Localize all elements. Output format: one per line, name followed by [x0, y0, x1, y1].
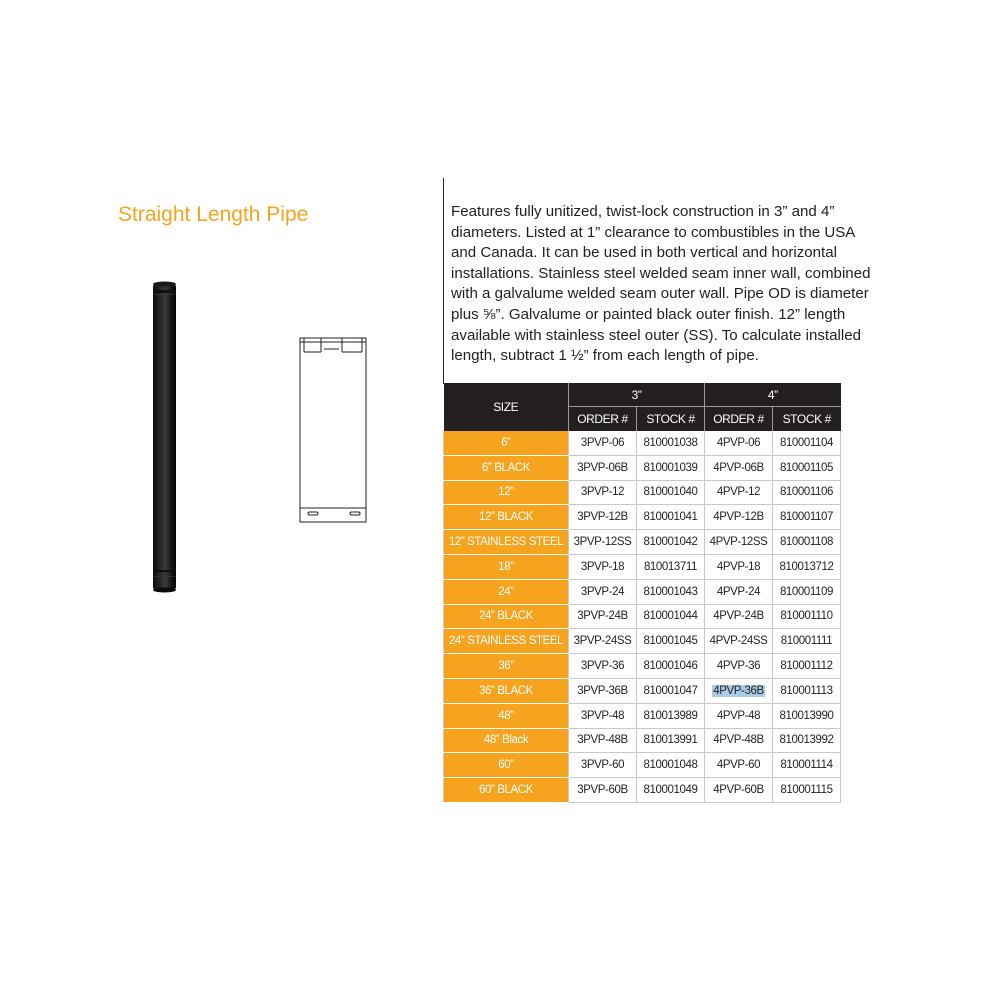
stock-header-3in: STOCK #	[637, 407, 705, 432]
table-row	[444, 678, 841, 703]
description-line: diameters. Listed at 1” clearance to combustibles in the USA	[451, 223, 856, 241]
stock-cell-3in: 810001042	[637, 530, 705, 555]
stock-header-4in: STOCK #	[773, 407, 841, 432]
size-cell: 12” STAINLESS STEEL	[444, 530, 569, 555]
stock-cell-4in: 810001108	[773, 530, 841, 555]
description-line: available with stainless steel outer (SS). To calculate installed	[451, 326, 861, 344]
spec-table	[443, 383, 841, 803]
order-cell-3in: 3PVP-60	[569, 753, 637, 778]
order-cell-4in: 4PVP-60	[705, 753, 773, 778]
table-row	[444, 753, 841, 778]
stock-cell-4in: 810001106	[773, 480, 841, 505]
table-row	[444, 530, 841, 555]
table-row	[444, 629, 841, 654]
description-line: installations. Stainless steel welded seam inner wall, combined	[451, 264, 871, 282]
order-cell-3in: 3PVP-12	[569, 480, 637, 505]
table-row	[444, 728, 841, 753]
stock-cell-3in: 810001048	[637, 753, 705, 778]
order-cell-3in: 3PVP-36B	[569, 678, 637, 703]
stock-cell-4in: 810001111	[773, 629, 841, 654]
order-cell-4in: 4PVP-24B	[705, 604, 773, 629]
size-cell: 24” BLACK	[444, 604, 569, 629]
stock-cell-4in: 810001114	[773, 753, 841, 778]
size-cell: 6”	[444, 431, 569, 455]
order-cell-3in: 3PVP-48B	[569, 728, 637, 753]
description-line: length, subtract 1 ½” from each length of pipe.	[451, 347, 759, 365]
order-cell-3in: 3PVP-24	[569, 579, 637, 604]
order-cell-4in: 4PVP-24SS	[705, 629, 773, 654]
order-cell-4in: 4PVP-24	[705, 579, 773, 604]
stock-cell-4in: 810001115	[773, 778, 841, 803]
order-cell-4in: 4PVP-06	[705, 431, 773, 455]
description-line: Features fully unitized, twist-lock construction in 3” and 4”	[451, 203, 835, 220]
size-header: SIZE	[444, 383, 569, 431]
order-header-4in: ORDER #	[705, 407, 773, 432]
table-row	[444, 554, 841, 579]
stock-cell-3in: 810001041	[637, 505, 705, 530]
order-cell-4in: 4PVP-48B	[705, 728, 773, 753]
stock-cell-3in: 810001043	[637, 579, 705, 604]
stock-cell-3in: 810013989	[637, 703, 705, 728]
size-cell: 36” BLACK	[444, 678, 569, 703]
stock-cell-4in: 810001113	[773, 678, 841, 703]
stock-cell-3in: 810001049	[637, 778, 705, 803]
stock-cell-4in: 810001105	[773, 455, 841, 480]
stock-cell-3in: 810001046	[637, 654, 705, 679]
size-cell: 36”	[444, 654, 569, 679]
table-row	[444, 778, 841, 803]
group-header-4in: 4”	[705, 383, 841, 407]
order-cell-4in: 4PVP-12SS	[705, 530, 773, 555]
size-cell: 6” BLACK	[444, 455, 569, 480]
order-cell-4in: 4PVP-60B	[705, 778, 773, 803]
stock-cell-3in: 810001040	[637, 480, 705, 505]
order-cell-4in: 4PVP-18	[705, 554, 773, 579]
order-cell-3in: 3PVP-12B	[569, 505, 637, 530]
size-cell: 12”	[444, 480, 569, 505]
stock-cell-3in: 810001039	[637, 455, 705, 480]
order-cell-3in: 3PVP-60B	[569, 778, 637, 803]
order-cell-4in: 4PVP-12	[705, 480, 773, 505]
table-row	[444, 505, 841, 530]
stock-cell-4in: 810001107	[773, 505, 841, 530]
size-cell: 24” STAINLESS STEEL	[444, 629, 569, 654]
size-cell: 60”	[444, 753, 569, 778]
size-cell: 48” Black	[444, 728, 569, 753]
table-row	[444, 455, 841, 480]
order-cell-4in: 4PVP-48	[705, 703, 773, 728]
order-cell-4in: 4PVP-12B	[705, 505, 773, 530]
table-row	[444, 579, 841, 604]
table-row	[444, 654, 841, 679]
stock-cell-4in: 810013992	[773, 728, 841, 753]
table-row	[444, 604, 841, 629]
table-row	[444, 480, 841, 505]
order-cell-3in: 3PVP-48	[569, 703, 637, 728]
description-line: and Canada. It can be used in both vertical and horizontal	[451, 244, 837, 262]
size-cell: 60” BLACK	[444, 778, 569, 803]
table-row	[444, 431, 841, 455]
order-cell-3in: 3PVP-36	[569, 654, 637, 679]
selected-text[interactable]: 4PVP-36B	[713, 684, 764, 697]
order-cell-3in: 3PVP-24B	[569, 604, 637, 629]
stock-cell-4in: 810001110	[773, 604, 841, 629]
order-cell-4in: 4PVP-36	[705, 654, 773, 679]
size-cell: 48”	[444, 703, 569, 728]
group-header-3in: 3”	[569, 383, 705, 407]
stock-cell-3in: 810001045	[637, 629, 705, 654]
product-description	[451, 202, 911, 367]
stock-cell-4in: 810001109	[773, 579, 841, 604]
order-cell-4in	[705, 678, 773, 703]
divider-line	[443, 178, 444, 384]
stock-cell-3in: 810001038	[637, 431, 705, 455]
stock-cell-4in: 810001104	[773, 431, 841, 455]
size-cell: 12” BLACK	[444, 505, 569, 530]
order-cell-3in: 3PVP-18	[569, 554, 637, 579]
stock-cell-3in: 810013991	[637, 728, 705, 753]
order-cell-3in: 3PVP-06	[569, 431, 637, 455]
stock-cell-4in: 810013990	[773, 703, 841, 728]
description-line: with a galvalume welded seam outer wall. Pipe OD is diameter	[451, 285, 869, 303]
table-row	[444, 703, 841, 728]
stock-cell-3in: 810013711	[637, 554, 705, 579]
page-title: Straight Length Pipe	[118, 203, 309, 226]
description-line: plus ⅝”. Galvalume or painted black outer finish. 12” length	[451, 305, 846, 323]
stock-cell-3in: 810001044	[637, 604, 705, 629]
order-cell-3in: 3PVP-12SS	[569, 530, 637, 555]
stock-cell-4in: 810001112	[773, 654, 841, 679]
pipe-photo	[140, 280, 180, 600]
order-cell-3in: 3PVP-24SS	[569, 629, 637, 654]
size-cell: 18”	[444, 554, 569, 579]
size-cell: 24”	[444, 579, 569, 604]
spec-table-body	[444, 431, 841, 802]
stock-cell-3in: 810001047	[637, 678, 705, 703]
order-cell-3in: 3PVP-06B	[569, 455, 637, 480]
stock-cell-4in: 810013712	[773, 554, 841, 579]
order-header-3in: ORDER #	[569, 407, 637, 432]
order-cell-4in: 4PVP-06B	[705, 455, 773, 480]
pipe-diagram	[294, 332, 374, 526]
